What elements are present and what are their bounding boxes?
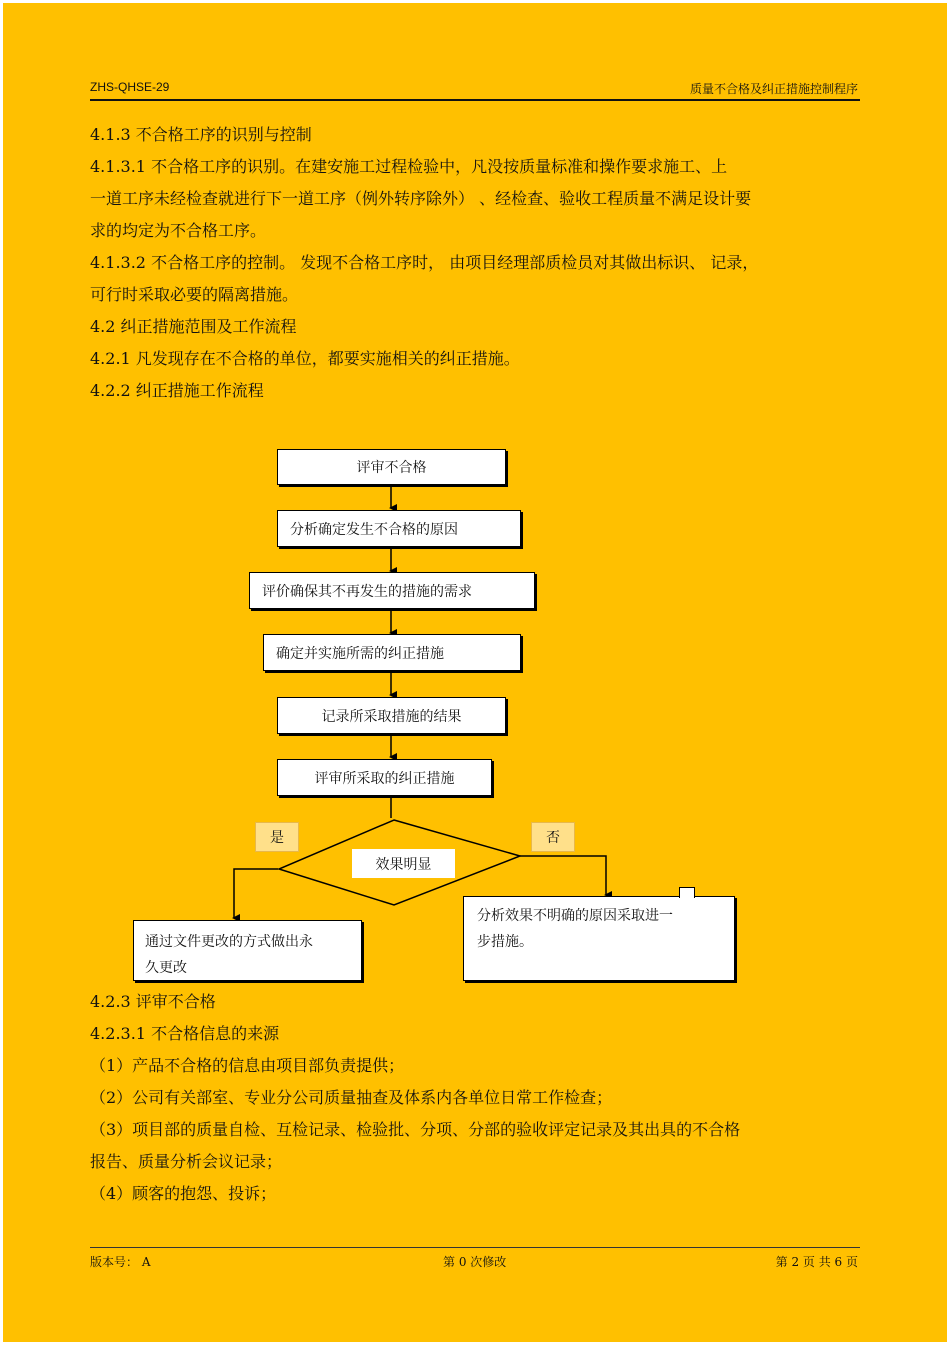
paragraph-line: 4.2.1 凡发现存在不合格的单位，都要实施相关的纠正措施。 <box>90 349 520 368</box>
yes-label: 是 <box>255 822 299 852</box>
flow-step-3: 评价确保其不再发生的措施的需求 <box>249 572 535 609</box>
paragraph-line: 4.1.3.2 不合格工序的控制。 发现不合格工序时， 由项目经理部质检员对其做出标识、 记录， <box>90 253 759 272</box>
flow-step-5: 记录所采取措施的结果 <box>277 697 506 734</box>
footer-version: 版本号： A <box>90 1255 151 1269</box>
paragraph-line: 4.1.3.1 不合格工序的识别。在建安施工过程检验中，凡没按质量标准和操作要求施工、上 <box>90 157 728 176</box>
list-item: （1）产品不合格的信息由项目部负责提供； <box>90 1056 405 1075</box>
list-item: （2）公司有关部室、专业分公司质量抽查及体系内各单位日常工作检查； <box>90 1088 613 1107</box>
no-label: 否 <box>531 822 575 852</box>
yes-result-box <box>133 920 362 981</box>
list-item: （4）顾客的抱怨、投诉； <box>90 1184 277 1203</box>
yes-result-line: 通过文件更改的方式做出永 <box>145 934 313 950</box>
paragraph-line: 一道工序未经检查就进行下一道工序（例外转序除外） 、经检查、验收工程质量不满足设计要 <box>90 189 752 208</box>
flow-step-6: 评审所采取的纠正措施 <box>277 759 492 796</box>
arrow-yes <box>234 869 278 918</box>
footer-rule <box>90 1247 860 1248</box>
paragraph-line: 求的均定为不合格工序。 <box>90 221 267 240</box>
callout-tab <box>679 887 695 898</box>
list-item-continued: 报告、质量分析会议记录； <box>90 1152 283 1171</box>
section-4-1-3-heading: 4.1.3 不合格工序的识别与控制 <box>90 125 312 144</box>
paragraph-line: 可行时采取必要的隔离措施。 <box>90 285 299 304</box>
no-result-line: 步措施。 <box>477 934 533 950</box>
flowchart-connectors <box>3 3 947 1003</box>
list-item: （3）项目部的质量自检、互检记录、检验批、分项、分部的验收评定记录及其出具的不合格 <box>90 1120 741 1139</box>
decision-label: 效果明显 <box>352 849 455 878</box>
header-doc-title: 质量不合格及纠正措施控制程序 <box>689 82 858 96</box>
yes-result-line: 久更改 <box>145 960 187 976</box>
no-result-line: 分析效果不明确的原因采取进一 <box>477 908 673 924</box>
header-doc-code: ZHS-QHSE-29 <box>90 80 170 94</box>
no-result-box <box>463 896 735 981</box>
footer-revision: 第 0 次修改 <box>443 1255 507 1269</box>
section-4-2-2-heading: 4.2.2 纠正措施工作流程 <box>90 381 264 400</box>
section-4-2-3-1-heading: 4.2.3.1 不合格信息的来源 <box>90 1024 280 1043</box>
flow-step-1: 评审不合格 <box>277 449 506 485</box>
flow-step-2: 分析确定发生不合格的原因 <box>277 510 521 547</box>
arrow-no <box>520 856 606 895</box>
section-4-2-heading: 4.2 纠正措施范围及工作流程 <box>90 317 297 336</box>
flow-step-4: 确定并实施所需的纠正措施 <box>263 634 521 671</box>
footer-page-number: 第 2 页 共 6 页 <box>775 1255 858 1269</box>
section-4-2-3-heading: 4.2.3 评审不合格 <box>90 992 216 1011</box>
document-page <box>3 3 947 1342</box>
